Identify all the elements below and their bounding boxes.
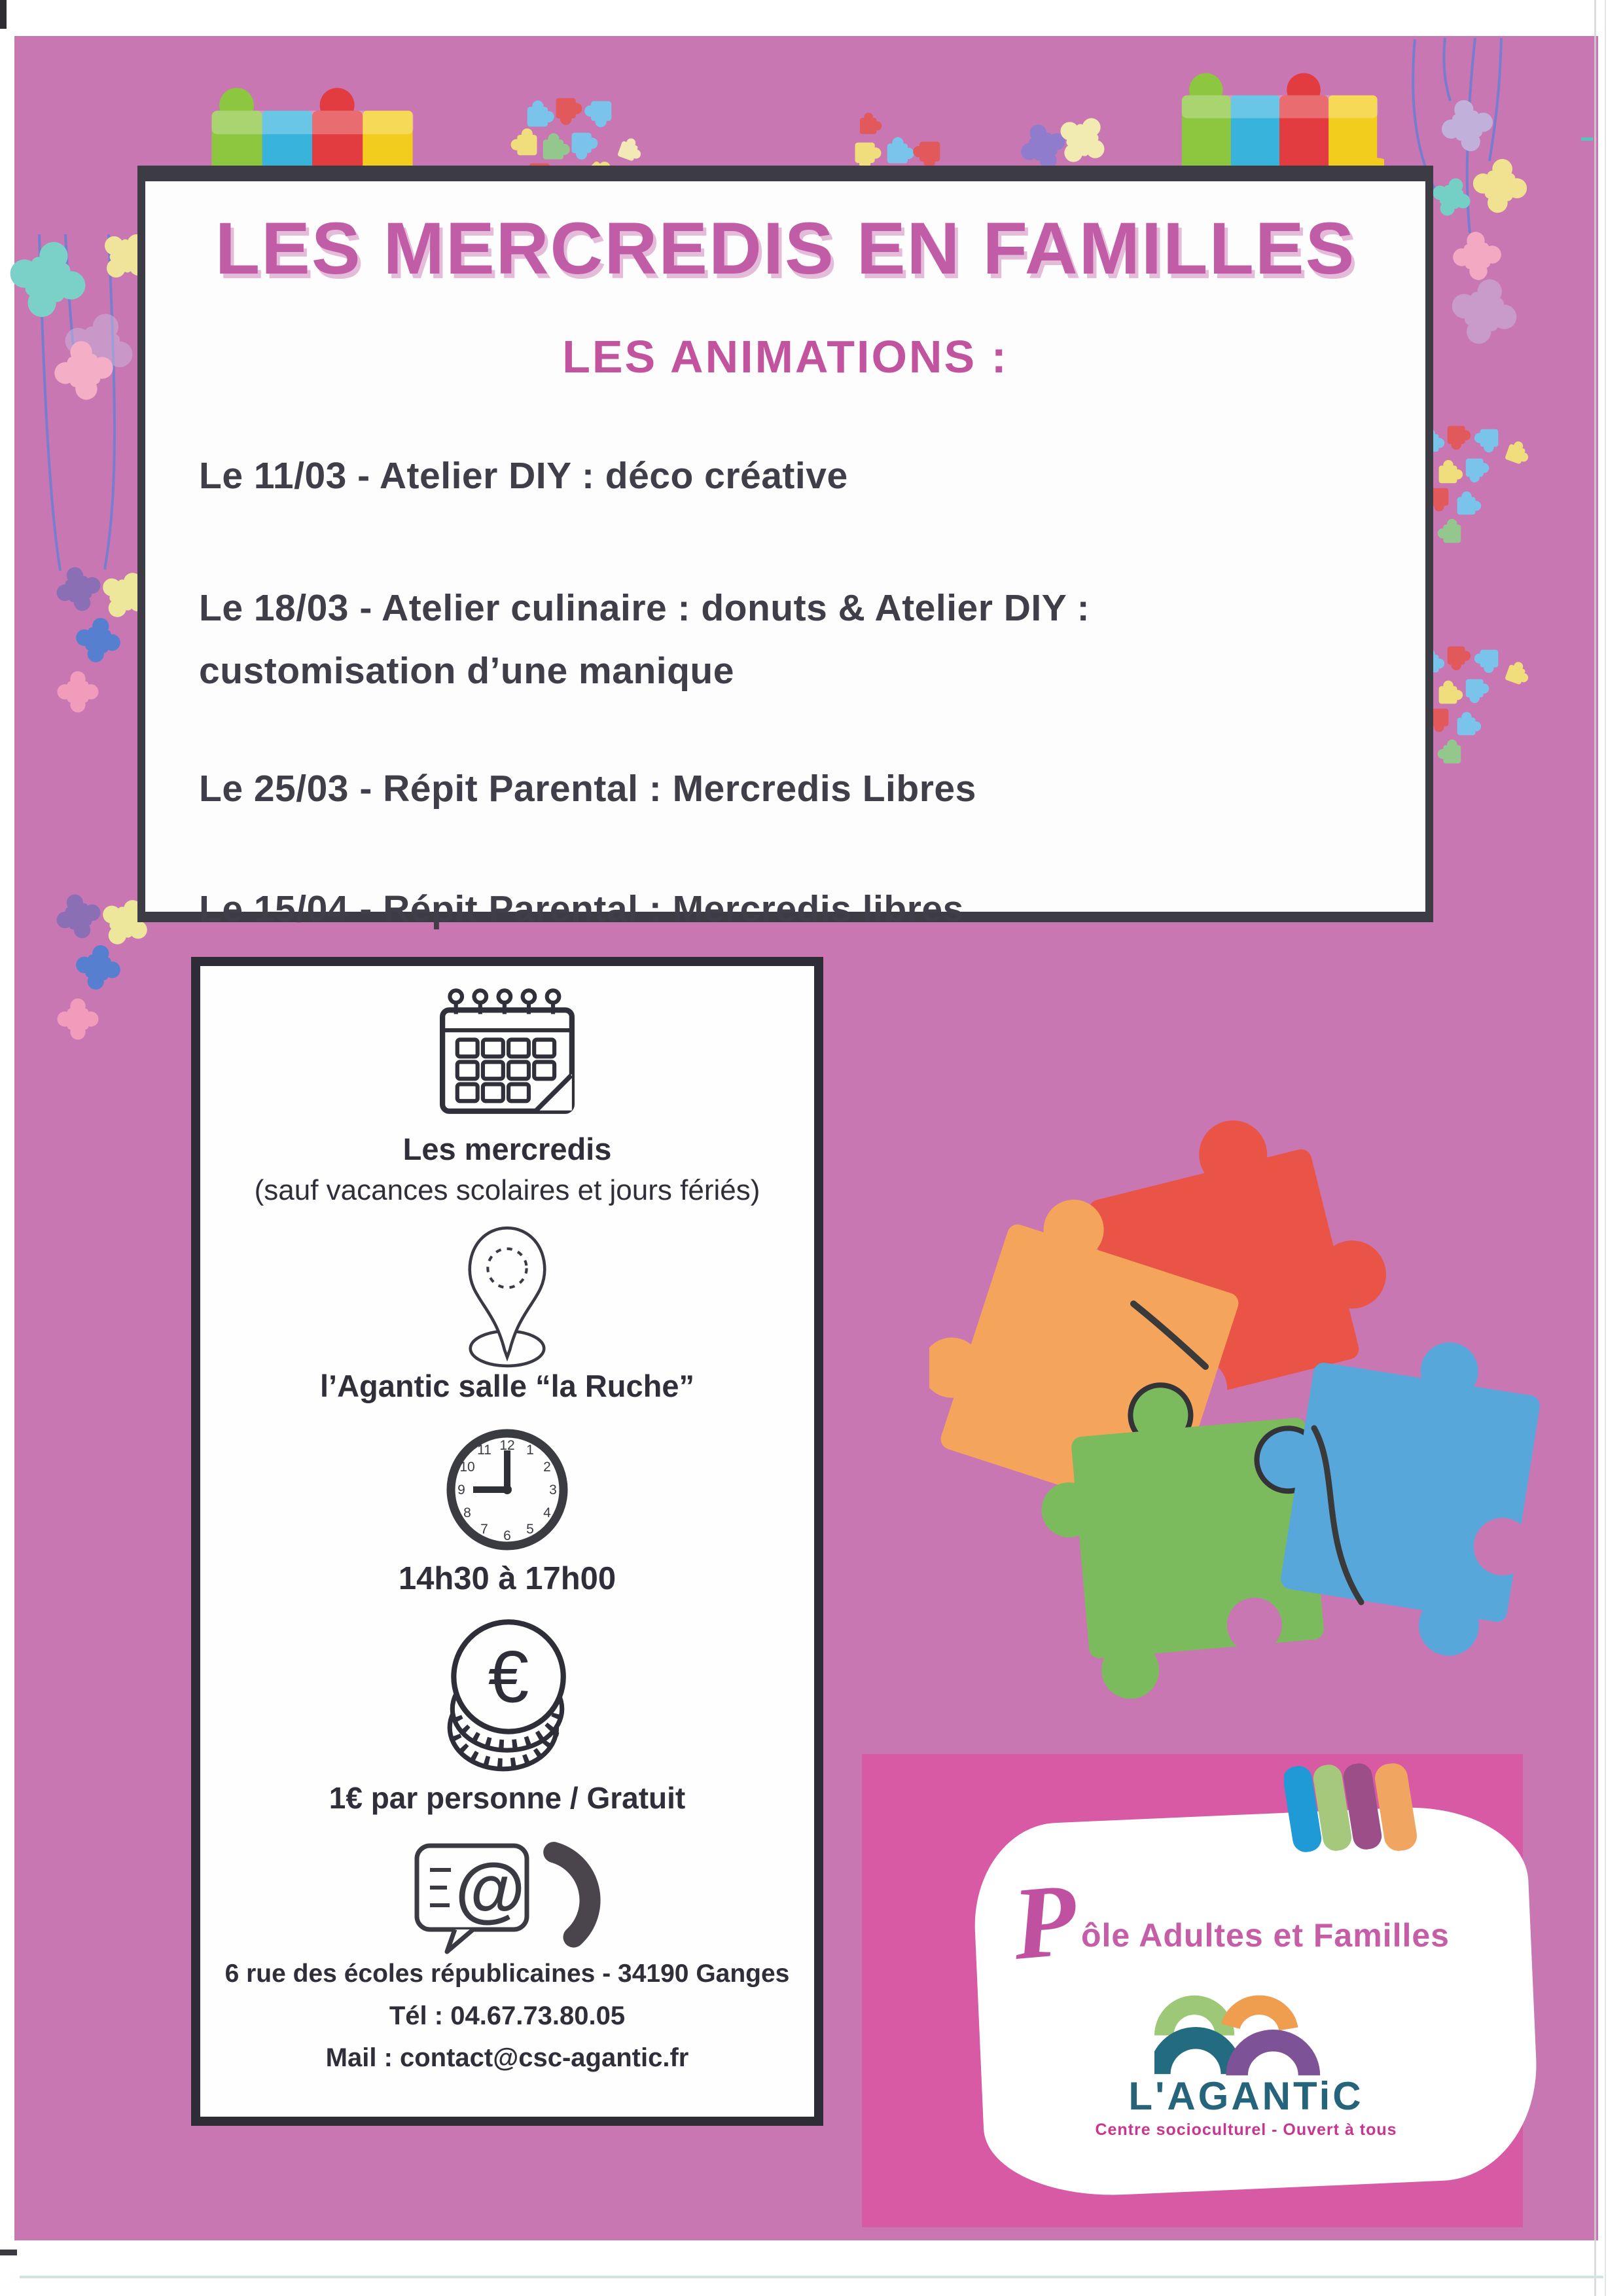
svg-text:6: 6 (503, 1528, 511, 1543)
phone-text: Tél : 04.67.73.80.05 (389, 2001, 626, 2030)
logo-color-tabs (1284, 1755, 1431, 1868)
event-line: Le 15/04 - Répit Parental : Mercredis libres (199, 888, 964, 930)
svg-text:@: @ (455, 1849, 526, 1929)
event-line: Le 11/03 - Atelier DIY : déco créative (199, 455, 848, 497)
location-text: l’Agantic salle “la Ruche” (319, 1369, 694, 1403)
svg-text:12: 12 (499, 1438, 515, 1453)
event-line (199, 577, 1393, 703)
brand-name: L'AGANTiC (1128, 2074, 1364, 2118)
practical-info-box (191, 957, 823, 2126)
location-pin-icon (454, 1221, 562, 1369)
svg-text:5: 5 (526, 1522, 534, 1537)
svg-text:3: 3 (549, 1482, 557, 1498)
schedule-title: Les mercredis (402, 1132, 612, 1166)
section-subtitle: LES ANIMATIONS : (562, 331, 1008, 382)
pole-initial: P (1008, 1862, 1081, 1982)
calendar-icon (432, 983, 582, 1118)
email-text: Mail : contact@csc-agantic.fr (325, 2043, 689, 2072)
time-text: 14h30 à 17h00 (398, 1561, 616, 1596)
price-text: 1€ par personne / Gratuit (329, 1781, 686, 1815)
main-content-box (137, 166, 1433, 930)
mail-phone-icon (409, 1834, 605, 1958)
euro-coins-icon (432, 1615, 582, 1776)
svg-text:10: 10 (459, 1460, 475, 1475)
svg-text:8: 8 (463, 1505, 471, 1520)
svg-text:1: 1 (526, 1443, 534, 1458)
svg-text:9: 9 (457, 1482, 465, 1498)
right-hanging-pieces (1427, 95, 1531, 352)
event-line: Le 25/03 - Répit Parental : Mercredis Libres (199, 768, 976, 810)
svg-text:7: 7 (480, 1522, 488, 1537)
page-title: LES MERCREDIS EN FAMILLES (215, 207, 1356, 289)
schedule-note: (sauf vacances scolaires et jours fériés) (254, 1174, 760, 1206)
svg-text:2: 2 (543, 1460, 551, 1475)
svg-text:11: 11 (477, 1443, 491, 1458)
svg-text:€: € (488, 1635, 529, 1718)
event-line-part1: Le 18/03 - Atelier culinaire : donuts & Atelier DIY : (199, 587, 1090, 629)
pole-title: ôle Adultes et Familles (1081, 1917, 1450, 1954)
address-text: 6 rue des écoles républicaines - 34190 Ganges (224, 1960, 790, 1988)
brand-arches-icon (1154, 1978, 1329, 2076)
puzzle-illustration (929, 1106, 1544, 1708)
event-line-part2: customisation d’une manique (199, 649, 734, 692)
svg-text:4: 4 (543, 1505, 551, 1520)
clock-icon (442, 1424, 573, 1555)
brand-tagline: Centre socioculturel - Ouvert à tous (1095, 2121, 1397, 2139)
